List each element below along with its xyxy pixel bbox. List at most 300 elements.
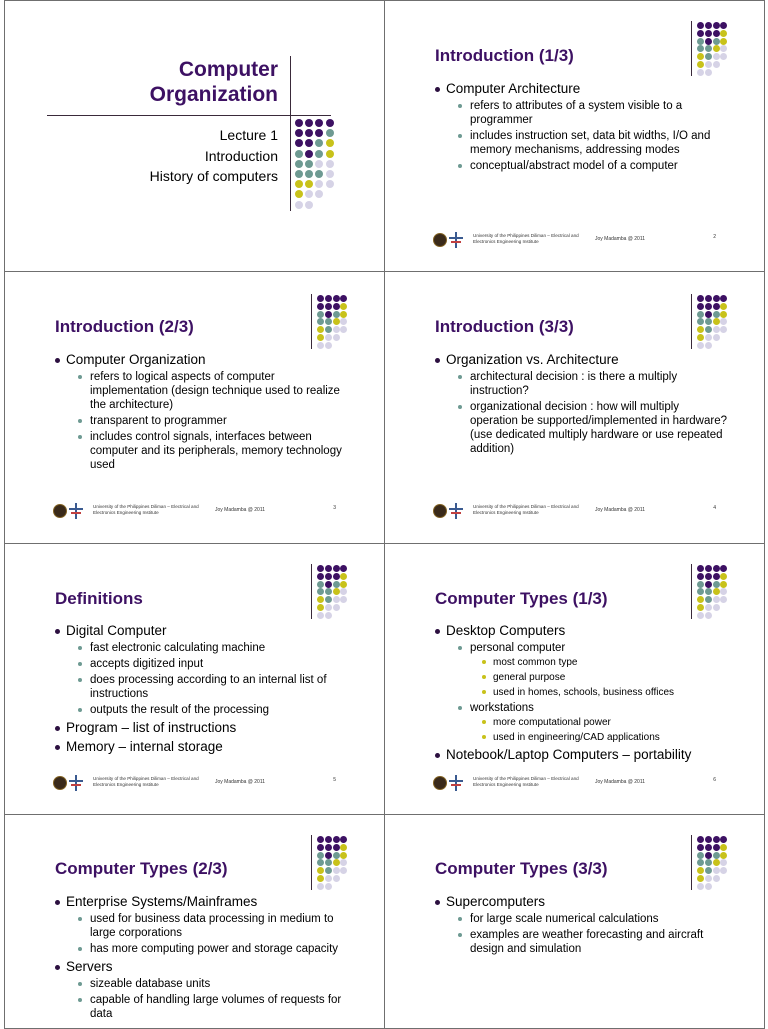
decorative-dot <box>713 53 720 60</box>
sub-bullet-list <box>66 977 348 1021</box>
bullet-item <box>55 623 348 717</box>
decorative-dot <box>333 318 340 325</box>
decorative-dot <box>317 573 324 580</box>
decorative-dot <box>340 318 347 325</box>
bullet-item <box>435 81 728 173</box>
decorative-dot <box>325 852 332 859</box>
decorative-dot <box>713 45 720 52</box>
decorative-dot <box>325 573 332 580</box>
decorative-dot <box>305 139 313 147</box>
slide-4 <box>384 271 765 544</box>
sub-sub-bullet-item: general purpose <box>482 671 728 684</box>
decorative-dot <box>713 604 720 611</box>
decorative-dot <box>720 565 727 572</box>
sub-sub-bullet-item: most common type <box>482 656 728 669</box>
slide-footer <box>53 503 344 521</box>
decorative-dot <box>697 612 704 619</box>
decorative-dot <box>705 588 712 595</box>
decorative-dot <box>305 129 313 137</box>
decorative-dot <box>705 30 712 37</box>
institute-logo <box>449 775 463 791</box>
sub-bullet-item: includes control signals, interfaces between computer and its peripherals, memory technology used <box>78 430 348 472</box>
decorative-dot <box>705 53 712 60</box>
decorative-dot <box>340 852 347 859</box>
decorative-dot <box>315 139 323 147</box>
decorative-dot <box>333 303 340 310</box>
corner-divider <box>691 21 692 76</box>
decorative-dot <box>325 604 332 611</box>
decorative-dot <box>713 61 720 68</box>
page-number: 3 <box>333 505 336 511</box>
decorative-dot <box>713 318 720 325</box>
decorative-dot <box>317 342 324 349</box>
decorative-dot <box>333 859 340 866</box>
decorative-dot <box>317 867 324 874</box>
decorative-dot <box>315 180 323 188</box>
decorative-dot <box>705 326 712 333</box>
decorative-dot <box>697 318 704 325</box>
corner-divider <box>311 835 312 890</box>
decorative-dot <box>720 573 727 580</box>
sub-bullet-list <box>446 641 728 744</box>
decorative-dot <box>315 119 323 127</box>
bullet-text: Supercomputers <box>446 894 546 909</box>
decorative-dot <box>697 844 704 851</box>
bullet-text: Enterprise Systems/Mainframes <box>66 894 258 909</box>
sub-bullet-item: refers to logical aspects of computer implementation (design technique used to realize the architecture) <box>78 370 348 412</box>
decorative-dot <box>325 295 332 302</box>
decorative-dot <box>325 565 332 572</box>
decorative-dot <box>305 150 313 158</box>
university-seal-logo <box>433 776 447 790</box>
corner-divider <box>691 564 692 619</box>
decorative-dot <box>713 859 720 866</box>
decorative-dot <box>705 859 712 866</box>
decorative-dot <box>326 139 334 147</box>
slide-footer <box>53 775 344 793</box>
institute-logo <box>69 775 83 791</box>
decorative-dot <box>705 334 712 341</box>
decorative-dot <box>333 875 340 882</box>
decorative-dot <box>317 875 324 882</box>
corner-divider <box>691 294 692 349</box>
decorative-dot <box>333 326 340 333</box>
bullet-item <box>435 352 728 456</box>
decorative-dot <box>697 311 704 318</box>
decorative-dot <box>713 844 720 851</box>
decorative-dot <box>697 836 704 843</box>
decorative-dot <box>705 318 712 325</box>
decorative-dot <box>317 303 324 310</box>
decorative-dot <box>317 334 324 341</box>
subtitle-line-1: Lecture 1 <box>219 127 278 143</box>
footer-author: Joy Madamba @ 2011 <box>215 779 266 785</box>
slide-title: Introduction (3/3) <box>435 317 574 336</box>
decorative-dot <box>720 836 727 843</box>
decorative-dot <box>325 859 332 866</box>
bullet-item: Notebook/Laptop Computers – portability <box>435 747 728 763</box>
decorative-dot <box>720 295 727 302</box>
decorative-dot <box>697 45 704 52</box>
decorative-dot <box>305 201 313 209</box>
sub-bullet-item: architectural decision : is there a multiply instruction? <box>458 370 728 398</box>
decorative-dot <box>720 859 727 866</box>
slide-2 <box>384 0 765 272</box>
decorative-dot <box>720 318 727 325</box>
corner-divider <box>691 835 692 890</box>
decorative-dot <box>340 581 347 588</box>
decorative-dot <box>305 119 313 127</box>
title-subtitle <box>150 125 278 187</box>
footer-institution: University of the Philippines Diliman – Electrical and Electronics Engineering Institute <box>93 504 199 515</box>
sub-bullet-item: for large scale numerical calculations <box>458 912 728 926</box>
decorative-dot <box>295 160 303 168</box>
sub-bullet-item: fast electronic calculating machine <box>78 641 348 655</box>
decorative-dot <box>326 160 334 168</box>
bullet-item <box>435 623 728 744</box>
sub-bullet-item: transparent to programmer <box>78 414 348 428</box>
decorative-dot <box>720 311 727 318</box>
decorative-dot <box>713 875 720 882</box>
decorative-dot <box>326 129 334 137</box>
footer-author: Joy Madamba @ 2011 <box>595 779 646 785</box>
decorative-dot <box>713 326 720 333</box>
decorative-dot <box>697 30 704 37</box>
decorative-dot <box>713 581 720 588</box>
slide-footer <box>433 503 724 521</box>
decorative-dot <box>697 565 704 572</box>
decorative-dot <box>295 139 303 147</box>
decorative-dot <box>705 303 712 310</box>
title-line-1: Computer <box>178 58 278 81</box>
decorative-dot <box>697 22 704 29</box>
decorative-dot <box>713 852 720 859</box>
page-number: 6 <box>713 777 716 783</box>
decorative-dot <box>705 22 712 29</box>
decorative-dot <box>325 596 332 603</box>
sub-bullet-item: examples are weather forecasting and aircraft design and simulation <box>458 928 728 956</box>
university-seal-logo <box>53 504 67 518</box>
bullet-list <box>435 349 728 458</box>
decorative-dot <box>317 588 324 595</box>
decorative-dot <box>326 170 334 178</box>
decorative-dot <box>325 342 332 349</box>
footer-institution: University of the Philippines Diliman – Electrical and Electronics Engineering Institute <box>473 504 579 515</box>
decorative-dot <box>340 295 347 302</box>
decorative-dot <box>713 303 720 310</box>
decorative-dot <box>315 170 323 178</box>
decorative-dot <box>333 836 340 843</box>
decorative-dot <box>697 573 704 580</box>
bullet-text: Desktop Computers <box>446 623 566 638</box>
decorative-dot <box>315 150 323 158</box>
decorative-dot <box>305 170 313 178</box>
sub-bullet-item: refers to attributes of a system visible to a programmer <box>458 99 728 127</box>
decorative-dot <box>720 844 727 851</box>
decorative-dot <box>713 588 720 595</box>
bullet-item <box>55 352 348 472</box>
bullet-text: Organization vs. Architecture <box>446 352 619 367</box>
bullet-list <box>55 891 348 1023</box>
decorative-dot <box>720 45 727 52</box>
decorative-dot <box>713 22 720 29</box>
decorative-dot <box>317 295 324 302</box>
decorative-dot <box>697 596 704 603</box>
decorative-dot <box>325 588 332 595</box>
decorative-dot <box>713 38 720 45</box>
decorative-dot <box>333 867 340 874</box>
decorative-dot <box>720 852 727 859</box>
decorative-dot <box>697 588 704 595</box>
decorative-dot <box>317 612 324 619</box>
footer-institution: University of the Philippines Diliman – Electrical and Electronics Engineering Institute <box>473 776 579 787</box>
decorative-dot <box>333 311 340 318</box>
decorative-dot <box>326 150 334 158</box>
decorative-dot <box>340 859 347 866</box>
sub-sub-bullet-item: used in engineering/CAD applications <box>482 731 728 744</box>
bullet-list <box>55 620 348 755</box>
bullet-text: Digital Computer <box>66 623 167 638</box>
decorative-dot <box>720 596 727 603</box>
slide-8 <box>384 814 765 1029</box>
bullet-item <box>435 894 728 956</box>
university-seal-logo <box>433 504 447 518</box>
decorative-dot <box>340 303 347 310</box>
decorative-dot <box>325 844 332 851</box>
sub-bullet-item <box>458 701 728 744</box>
sub-bullet-item: used for business data processing in medium to large corporations <box>78 912 348 940</box>
decorative-dot <box>697 867 704 874</box>
sub-bullet-item: accepts digitized input <box>78 657 348 671</box>
decorative-dot <box>317 852 324 859</box>
page-number: 4 <box>713 505 716 511</box>
decorative-dot <box>325 883 332 890</box>
decorative-dot <box>720 30 727 37</box>
decorative-dot <box>295 129 303 137</box>
decorative-dot <box>315 129 323 137</box>
decorative-dot <box>713 573 720 580</box>
decorative-dot <box>333 596 340 603</box>
decorative-dot <box>705 61 712 68</box>
decorative-dot <box>295 150 303 158</box>
slide-title: Computer Types (3/3) <box>435 859 608 878</box>
decorative-dot <box>325 581 332 588</box>
decorative-dot <box>697 581 704 588</box>
decorative-dot <box>705 581 712 588</box>
decorative-dot <box>333 844 340 851</box>
sub-bullet-list <box>66 641 348 717</box>
footer-institution: University of the Philippines Diliman – Electrical and Electronics Engineering Institute <box>473 233 579 244</box>
subtitle-line-2: Introduction <box>204 147 278 164</box>
sub-bullet-list <box>446 912 728 956</box>
decorative-dot <box>333 852 340 859</box>
decorative-dot <box>305 190 313 198</box>
decorative-dot <box>295 190 303 198</box>
decorative-dot <box>705 38 712 45</box>
decorative-dot <box>713 334 720 341</box>
bullet-item <box>55 959 348 1021</box>
slide-title <box>150 57 278 107</box>
decorative-dot <box>713 596 720 603</box>
decorative-dot <box>325 867 332 874</box>
corner-divider <box>311 294 312 349</box>
sub-bullet-item: capable of handling large volumes of requests for data <box>78 993 348 1021</box>
bullet-text: Computer Architecture <box>446 81 581 96</box>
slide-6 <box>384 543 765 815</box>
sub-bullet-list <box>446 99 728 173</box>
decorative-dot <box>697 38 704 45</box>
decorative-dot <box>720 38 727 45</box>
decorative-dot <box>317 883 324 890</box>
slide-title: Introduction (1/3) <box>435 46 574 65</box>
decorative-dot <box>713 295 720 302</box>
page-number: 5 <box>333 777 336 783</box>
decorative-dot <box>340 836 347 843</box>
decorative-dot <box>720 303 727 310</box>
decorative-dot <box>325 311 332 318</box>
bullet-list <box>435 891 728 958</box>
decorative-dot <box>705 311 712 318</box>
bullet-item: Program – list of instructions <box>55 720 348 736</box>
decorative-dot <box>317 581 324 588</box>
decorative-dot <box>720 326 727 333</box>
decorative-dot <box>705 565 712 572</box>
decorative-dot <box>317 565 324 572</box>
sub-bullet-item: outputs the result of the processing <box>78 703 348 717</box>
decorative-dot <box>705 836 712 843</box>
sub-bullet-item <box>458 641 728 699</box>
slide-footer <box>433 232 724 250</box>
decorative-dot <box>340 326 347 333</box>
decorative-dot <box>325 334 332 341</box>
bullet-item: Memory – internal storage <box>55 739 348 755</box>
decorative-dot <box>713 836 720 843</box>
decorative-dot <box>305 160 313 168</box>
sub-bullet-text: workstations <box>470 702 534 714</box>
decorative-dot <box>697 604 704 611</box>
decorative-dot <box>697 883 704 890</box>
sub-bullet-list <box>66 370 348 472</box>
subtitle-line-3: History of computers <box>149 168 278 184</box>
slide-title: Computer Types (2/3) <box>55 859 228 878</box>
bullet-list <box>435 620 728 763</box>
decorative-dot <box>325 303 332 310</box>
decorative-dot <box>325 836 332 843</box>
decorative-dot <box>705 45 712 52</box>
slide-7 <box>4 814 385 1029</box>
university-seal-logo <box>433 233 447 247</box>
decorative-dot <box>697 859 704 866</box>
bullet-list <box>55 349 348 474</box>
decorative-dot <box>340 596 347 603</box>
decorative-dot <box>705 883 712 890</box>
decorative-dot <box>713 867 720 874</box>
title-line-2: Organization <box>149 83 278 106</box>
decorative-dot <box>697 326 704 333</box>
decorative-dot <box>333 573 340 580</box>
sub-bullet-item: includes instruction set, data bit widths, I/O and memory mechanisms, addressing modes <box>458 129 728 157</box>
sub-bullet-item: has more computing power and storage capacity <box>78 942 348 956</box>
decorative-dot <box>705 852 712 859</box>
decorative-dot <box>326 180 334 188</box>
sub-bullet-list <box>446 370 728 456</box>
decorative-dot <box>317 311 324 318</box>
slide-5 <box>4 543 385 815</box>
decorative-dot <box>720 867 727 874</box>
sub-sub-bullet-list <box>470 716 728 744</box>
decorative-dot <box>705 342 712 349</box>
decorative-dot <box>317 836 324 843</box>
footer-institution: University of the Philippines Diliman – Electrical and Electronics Engineering Institute <box>93 776 199 787</box>
decorative-dot <box>705 867 712 874</box>
sub-bullet-item: organizational decision : how will multiply operation be supported/implemented in hardware? (use dedicated multiply hardware or use repeated addition) <box>458 400 728 456</box>
decorative-dot <box>333 604 340 611</box>
decorative-dot <box>325 318 332 325</box>
footer-author: Joy Madamba @ 2011 <box>215 507 266 513</box>
decorative-dot <box>340 573 347 580</box>
decorative-dot <box>333 295 340 302</box>
decorative-dot <box>697 53 704 60</box>
decorative-dot <box>697 852 704 859</box>
slide-3 <box>4 271 385 544</box>
decorative-dot <box>705 295 712 302</box>
decorative-dot <box>325 612 332 619</box>
decorative-dot <box>340 311 347 318</box>
decorative-dot <box>317 326 324 333</box>
decorative-dot <box>315 160 323 168</box>
decorative-dot <box>317 604 324 611</box>
decorative-dot <box>705 612 712 619</box>
sub-sub-bullet-item: more computational power <box>482 716 728 729</box>
footer-author: Joy Madamba @ 2011 <box>595 507 646 513</box>
decorative-dot <box>720 22 727 29</box>
sub-sub-bullet-list <box>470 656 728 699</box>
sub-bullet-list <box>66 912 348 956</box>
sub-bullet-item: conceptual/abstract model of a computer <box>458 159 728 173</box>
institute-logo <box>449 232 463 248</box>
decorative-dot <box>326 119 334 127</box>
decorative-dot <box>705 604 712 611</box>
decorative-dot <box>697 303 704 310</box>
decorative-dot <box>713 565 720 572</box>
decorative-dot <box>295 119 303 127</box>
decorative-dot <box>317 859 324 866</box>
sub-bullet-text: personal computer <box>470 642 566 654</box>
decorative-dot <box>340 844 347 851</box>
institute-logo <box>449 503 463 519</box>
slide-footer <box>433 775 724 793</box>
institute-logo <box>69 503 83 519</box>
decorative-dot <box>697 295 704 302</box>
slide-title: Definitions <box>55 589 143 608</box>
decorative-dot <box>317 596 324 603</box>
decorative-dot <box>325 326 332 333</box>
decorative-dot <box>340 867 347 874</box>
decorative-dot <box>705 844 712 851</box>
bullet-item <box>55 894 348 956</box>
decorative-dot <box>333 588 340 595</box>
decorative-dot <box>720 53 727 60</box>
slide-title: Introduction (2/3) <box>55 317 194 336</box>
footer-author: Joy Madamba @ 2011 <box>595 236 646 242</box>
decorative-dot <box>713 311 720 318</box>
decorative-dot <box>333 581 340 588</box>
bullet-list <box>435 78 728 175</box>
slide-1 <box>4 0 385 272</box>
decorative-dot <box>705 875 712 882</box>
decorative-dot <box>720 581 727 588</box>
decorative-dot <box>325 875 332 882</box>
